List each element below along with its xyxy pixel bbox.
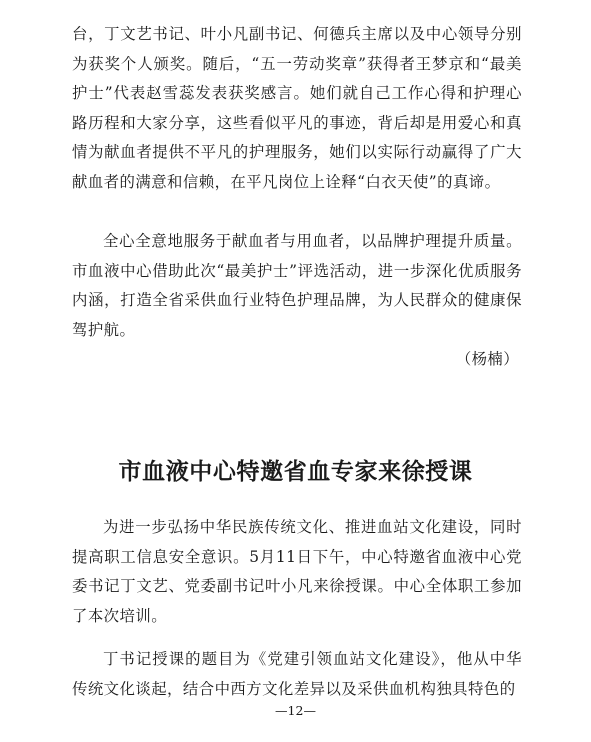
article2-paragraph-2: 丁书记授课的题目为《党建引领血站文化建设》，他从中华传统文化谈起，结合中西方文化差异以及采供血机构独具特色的 <box>72 650 522 698</box>
article1-paragraph-1: 台，丁文艺书记、叶小凡副书记、何德兵主席以及中心领导分别为获奖个人颁奖。随后，“五一劳动奖章”获得者王梦京和“最美护士”代表赵雪蕊发表获奖感言。她们就自己工作心得和护理心路历程和大家分享，这些看似平凡的事迹，背后却是用爱心和真情为献血者提供不平凡的护理服务，她们以实际行动赢得了广大献血者的满意和信赖，在平凡岗位上诠释“白衣天使”的真谛。 <box>72 25 522 191</box>
article1-author: （杨楠） <box>455 350 519 368</box>
article2-title: 市血液中心特邀省血专家来徐授课 <box>118 458 473 485</box>
article2-paragraph-1: 为进一步弘扬中华民族传统文化、推进血站文化建设，同时提高职工信息安全意识。5月11日下午，中心特邀省血液中心党委书记丁文艺、党委副书记叶小凡来徐授课。中心全体职工参加了本次培训。 <box>72 518 522 625</box>
article1-paragraph-2: 全心全意地服务于献血者与用血者，以品牌护理提升质量。市血液中心借助此次“最美护士”评选活动，进一步深化优质服务内涵，打造全省采供血行业特色护理品牌，为人民群众的健康保驾护航。 <box>72 232 522 339</box>
page-number: —12— <box>275 703 316 718</box>
